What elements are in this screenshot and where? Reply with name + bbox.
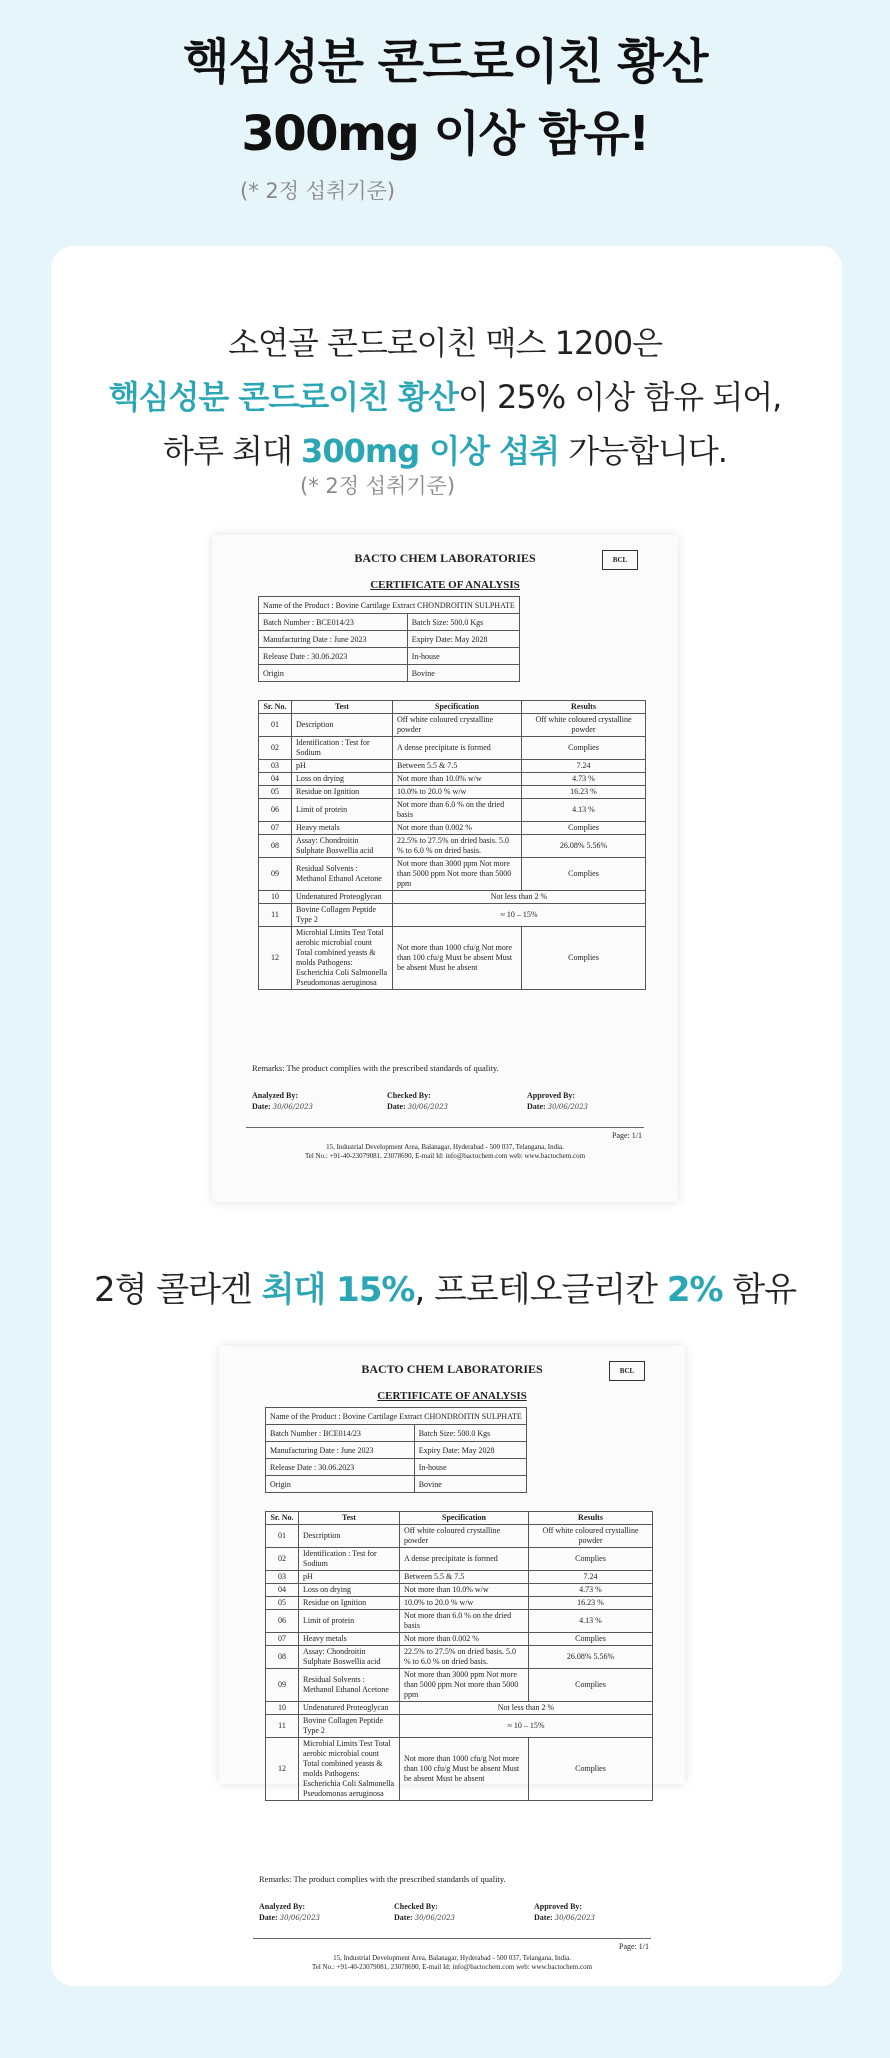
cert-info-cell: Batch Size: 500.0 Kgs bbox=[407, 614, 519, 631]
cert-test-no: 01 bbox=[266, 1525, 299, 1548]
cert-test-spec: Between 5.5 & 7.5 bbox=[400, 1571, 529, 1584]
cert-divider bbox=[246, 1127, 644, 1128]
cert-info-table bbox=[258, 596, 520, 682]
lead-line-1: 소연골 콘드로이친 맥스 1200은 bbox=[228, 324, 662, 362]
cert-test-row bbox=[259, 904, 646, 927]
cert-test-name: Residual Solvents : Methanol Ethanol Acetone bbox=[292, 858, 393, 891]
cert-test-no: 04 bbox=[259, 773, 292, 786]
cert-date-row bbox=[534, 1912, 595, 1924]
cert-date-label: Date: bbox=[534, 1913, 553, 1922]
cert-test-table bbox=[258, 700, 646, 990]
cert-test-no: 08 bbox=[266, 1646, 299, 1669]
cert-test-result: Complies bbox=[529, 1738, 653, 1801]
lead-line-2 bbox=[0, 372, 890, 418]
sub-highlight-2: 2% bbox=[666, 1270, 723, 1310]
cert-approved-label: Approved By: bbox=[534, 1902, 583, 1911]
cert-analyzed-label: Analyzed By: bbox=[259, 1902, 305, 1911]
cert-test-name: Heavy metals bbox=[292, 822, 393, 835]
cert-test-no: 12 bbox=[266, 1738, 299, 1801]
cert-test-result: Complies bbox=[529, 1669, 653, 1702]
cert-test-row bbox=[266, 1610, 653, 1633]
cert-test-no: 07 bbox=[259, 822, 292, 835]
cert-test-header bbox=[259, 701, 646, 714]
cert-test-row bbox=[266, 1646, 653, 1669]
cert-test-row bbox=[266, 1715, 653, 1738]
cert-test-row bbox=[266, 1738, 653, 1801]
cert-test-row bbox=[259, 786, 646, 799]
cert-test-result: Complies bbox=[522, 858, 646, 891]
cert-test-row bbox=[259, 737, 646, 760]
cert-info-cell: Bovine bbox=[407, 665, 519, 682]
cert-test-result: Off white coloured crystalline powder bbox=[522, 714, 646, 737]
lead-line-3 bbox=[0, 426, 890, 472]
cert-test-header-cell: Sr. No. bbox=[266, 1512, 299, 1525]
cert-signature-date: 30/06/2023 bbox=[279, 1914, 321, 1922]
cert-logo-icon: BCL bbox=[602, 550, 638, 570]
cert-test-name: pH bbox=[299, 1571, 400, 1584]
cert-info-cell: Release Date : 30.06.2023 bbox=[266, 1459, 415, 1476]
cert-address-line: Tel No.: +91-40-23079081, 23078690, E-mail Id: info@bactochem.com web: www.bactochem.com bbox=[311, 1963, 593, 1971]
cert-test-name: Loss on drying bbox=[299, 1584, 400, 1597]
cert-test-result: 16.23 % bbox=[522, 786, 646, 799]
cert-test-result: Off white coloured crystalline powder bbox=[529, 1525, 653, 1548]
cert-test-no: 04 bbox=[266, 1584, 299, 1597]
cert-test-result: 7.24 bbox=[522, 760, 646, 773]
cert-signature-block bbox=[387, 1090, 448, 1113]
cert-test-no: 05 bbox=[259, 786, 292, 799]
cert-test-result: Complies bbox=[529, 1633, 653, 1646]
sub-text-3: 함유 bbox=[722, 1270, 797, 1310]
cert-test-spec: Off white coloured crystalline powder bbox=[400, 1525, 529, 1548]
cert-test-header-cell: Sr. No. bbox=[259, 701, 292, 714]
cert-test-spec: A dense precipitate is formed bbox=[393, 737, 522, 760]
lead-line-3-post: 가능합니다. bbox=[559, 432, 727, 470]
cert-test-row bbox=[266, 1571, 653, 1584]
cert-info-cell: Batch Number : BCE014/23 bbox=[259, 614, 408, 631]
cert-test-no: 07 bbox=[266, 1633, 299, 1646]
cert-test-table bbox=[265, 1511, 653, 1801]
lead-line-3-pre: 하루 최대 bbox=[163, 432, 302, 470]
cert-test-row bbox=[259, 835, 646, 858]
cert-test-spec: Not more than 6.0 % on the dried basis bbox=[400, 1610, 529, 1633]
cert-test-header-cell: Results bbox=[522, 701, 646, 714]
cert-divider bbox=[253, 1938, 651, 1939]
cert-info-cell: Expiry Date: May 2028 bbox=[414, 1442, 526, 1459]
certificate-image-2 bbox=[219, 1346, 685, 1971]
cert-test-result: Complies bbox=[522, 822, 646, 835]
cert-date-row bbox=[387, 1101, 448, 1113]
cert-test-result: 4.13 % bbox=[522, 799, 646, 822]
cert-lab-name: BACTO CHEM LABORATORIES bbox=[361, 1362, 543, 1376]
cert-signature-date: 30/06/2023 bbox=[547, 1103, 589, 1111]
cert-info-row bbox=[259, 614, 520, 631]
cert-approved-label: Approved By: bbox=[527, 1091, 576, 1100]
headline bbox=[0, 26, 890, 170]
cert-address-line: Tel No.: +91-40-23079081, 23078690, E-mail Id: info@bactochem.com web: www.bactochem.com bbox=[304, 1152, 586, 1160]
cert-test-row bbox=[259, 773, 646, 786]
cert-signature-date: 30/06/2023 bbox=[407, 1103, 449, 1111]
certificate-image-1 bbox=[212, 535, 678, 1202]
cert-title: CERTIFICATE OF ANALYSIS bbox=[377, 1390, 527, 1402]
cert-info-cell: Origin bbox=[266, 1476, 415, 1493]
cert-test-name: Identification : Test for Sodium bbox=[299, 1548, 400, 1571]
cert-test-header-cell: Results bbox=[529, 1512, 653, 1525]
headline-note: (* 2정 섭취기준) bbox=[240, 179, 396, 203]
cert-test-no: 03 bbox=[266, 1571, 299, 1584]
cert-test-row bbox=[266, 1548, 653, 1571]
cert-test-no: 03 bbox=[259, 760, 292, 773]
cert-test-spec: Not more than 3000 ppm Not more than 5000 ppm Not more than 5000 ppm bbox=[400, 1669, 529, 1702]
cert-test-row bbox=[259, 858, 646, 891]
headline-line-2: 300mg 이상 함유! bbox=[241, 106, 649, 162]
cert-test-result: Complies bbox=[529, 1548, 653, 1571]
cert-test-no: 02 bbox=[259, 737, 292, 760]
cert-remarks: Remarks: The product complies with the prescribed standards of quality. bbox=[259, 1874, 506, 1884]
cert-date-label: Date: bbox=[394, 1913, 413, 1922]
cert-test-spec: Not more than 1000 cfu/g Not more than 100 cfu/g Must be absent Must be absent Must be absent bbox=[400, 1738, 529, 1801]
cert-info-cell: Release Date : 30.06.2023 bbox=[259, 648, 408, 665]
cert-test-name: Residue on Ignition bbox=[299, 1597, 400, 1610]
cert-address bbox=[219, 1954, 685, 1972]
sub-text-2: , 프로테오글리칸 bbox=[414, 1270, 667, 1310]
cert-info-row bbox=[259, 597, 520, 614]
cert-test-row bbox=[266, 1525, 653, 1548]
cert-date-row bbox=[252, 1101, 313, 1113]
cert-date-row bbox=[259, 1912, 320, 1924]
cert-test-spec: Not more than 6.0 % on the dried basis bbox=[393, 799, 522, 822]
cert-info-cell: Origin bbox=[259, 665, 408, 682]
cert-logo-icon: BCL bbox=[609, 1361, 645, 1381]
cert-test-name: pH bbox=[292, 760, 393, 773]
cert-test-result: 4.13 % bbox=[529, 1610, 653, 1633]
cert-test-header bbox=[266, 1512, 653, 1525]
cert-test-row bbox=[266, 1597, 653, 1610]
cert-test-result: Complies bbox=[522, 737, 646, 760]
cert-signature-block bbox=[527, 1090, 588, 1113]
cert-test-spec: Not more than 10.0% w/w bbox=[400, 1584, 529, 1597]
cert-test-no: 10 bbox=[266, 1702, 299, 1715]
cert-test-no: 06 bbox=[259, 799, 292, 822]
cert-info-row bbox=[259, 648, 520, 665]
cert-signature-block bbox=[534, 1901, 595, 1924]
cert-test-name: Microbial Limits Test Total aerobic microbial count Total combined yeasts & molds Pathogens: Escherichia Coli Salmonella Pseudomonas aeruginosa bbox=[292, 927, 393, 990]
cert-signature-date: 30/06/2023 bbox=[554, 1914, 596, 1922]
cert-info-cell: In-house bbox=[407, 648, 519, 665]
cert-test-name: Residual Solvents : Methanol Ethanol Acetone bbox=[299, 1669, 400, 1702]
cert-info-cell: Batch Size: 500.0 Kgs bbox=[414, 1425, 526, 1442]
cert-info-cell: Manufacturing Date : June 2023 bbox=[266, 1442, 415, 1459]
cert-test-spec: ≈ 10 – 15% bbox=[400, 1715, 653, 1738]
cert-test-name: Heavy metals bbox=[299, 1633, 400, 1646]
cert-address-line: 15, Industrial Development Area, Balanagar, Hyderabad - 500 037, Telangana, India. bbox=[333, 1954, 571, 1962]
cert-test-row bbox=[259, 891, 646, 904]
cert-test-row bbox=[266, 1633, 653, 1646]
cert-signature-block bbox=[259, 1901, 320, 1924]
cert-test-spec: 10.0% to 20.0 % w/w bbox=[400, 1597, 529, 1610]
cert-test-no: 09 bbox=[266, 1669, 299, 1702]
cert-test-name: Description bbox=[299, 1525, 400, 1548]
cert-test-row bbox=[259, 799, 646, 822]
cert-test-name: Assay: Chondroitin Sulphate Boswellia acid bbox=[292, 835, 393, 858]
headline-line-1: 핵심성분 콘드로이친 황산 bbox=[183, 34, 707, 90]
cert-test-result: 7.24 bbox=[529, 1571, 653, 1584]
cert-test-result: 4.73 % bbox=[529, 1584, 653, 1597]
cert-test-row bbox=[266, 1702, 653, 1715]
cert-test-result: 26.08% 5.56% bbox=[529, 1646, 653, 1669]
cert-info-row bbox=[266, 1459, 527, 1476]
cert-test-row bbox=[266, 1669, 653, 1702]
cert-test-no: 12 bbox=[259, 927, 292, 990]
cert-signature-block bbox=[394, 1901, 455, 1924]
cert-test-spec: ≈ 10 – 15% bbox=[393, 904, 646, 927]
cert-test-spec: Off white coloured crystalline powder bbox=[393, 714, 522, 737]
cert-test-no: 11 bbox=[259, 904, 292, 927]
cert-test-spec: Not more than 0.002 % bbox=[400, 1633, 529, 1646]
cert-test-spec: Not more than 3000 ppm Not more than 5000 ppm Not more than 5000 ppm bbox=[393, 858, 522, 891]
cert-test-name: Bovine Collagen Peptide Type 2 bbox=[299, 1715, 400, 1738]
lead-highlight-2: 300mg 이상 섭취 bbox=[301, 432, 560, 470]
cert-signature-block bbox=[252, 1090, 313, 1113]
cert-info-row bbox=[266, 1425, 527, 1442]
sub-heading bbox=[0, 1262, 890, 1311]
cert-test-spec: 22.5% to 27.5% on dried basis. 5.0 % to 6.0 % on dried basis. bbox=[393, 835, 522, 858]
cert-test-no: 08 bbox=[259, 835, 292, 858]
cert-test-header-cell: Specification bbox=[400, 1512, 529, 1525]
cert-test-spec: Not more than 10.0% w/w bbox=[393, 773, 522, 786]
cert-remarks: Remarks: The product complies with the prescribed standards of quality. bbox=[252, 1063, 499, 1073]
cert-info-cell: Expiry Date: May 2028 bbox=[407, 631, 519, 648]
cert-test-name: Residue on Ignition bbox=[292, 786, 393, 799]
cert-info-row bbox=[259, 665, 520, 682]
cert-title: CERTIFICATE OF ANALYSIS bbox=[370, 579, 520, 591]
cert-test-header-cell: Test bbox=[299, 1512, 400, 1525]
cert-test-spec: 22.5% to 27.5% on dried basis. 5.0 % to 6.0 % on dried basis. bbox=[400, 1646, 529, 1669]
cert-test-row bbox=[259, 760, 646, 773]
cert-test-no: 11 bbox=[266, 1715, 299, 1738]
cert-info-cell: In-house bbox=[414, 1459, 526, 1476]
cert-info-row bbox=[259, 631, 520, 648]
cert-test-row bbox=[266, 1584, 653, 1597]
cert-test-name: Limit of protein bbox=[299, 1610, 400, 1633]
cert-info-cell: Bovine bbox=[414, 1476, 526, 1493]
cert-date-label: Date: bbox=[527, 1102, 546, 1111]
cert-test-name: Undenatured Proteoglycan bbox=[292, 891, 393, 904]
cert-date-label: Date: bbox=[259, 1913, 278, 1922]
cert-test-spec: A dense precipitate is formed bbox=[400, 1548, 529, 1571]
cert-date-row bbox=[527, 1101, 588, 1113]
cert-signature-date: 30/06/2023 bbox=[414, 1914, 456, 1922]
lead-highlight-1: 핵심성분 콘드로이친 황산 bbox=[108, 378, 458, 416]
cert-test-no: 05 bbox=[266, 1597, 299, 1610]
cert-info-row bbox=[266, 1476, 527, 1493]
cert-info-table bbox=[265, 1407, 527, 1493]
cert-checked-label: Checked By: bbox=[387, 1091, 431, 1100]
cert-test-no: 01 bbox=[259, 714, 292, 737]
cert-test-spec: 10.0% to 20.0 % w/w bbox=[393, 786, 522, 799]
cert-checked-label: Checked By: bbox=[394, 1902, 438, 1911]
cert-page-number: Page: 1/1 bbox=[612, 1131, 642, 1140]
cert-signature-date: 30/06/2023 bbox=[272, 1103, 314, 1111]
cert-date-label: Date: bbox=[387, 1102, 406, 1111]
cert-test-name: Description bbox=[292, 714, 393, 737]
cert-info-cell: Name of the Product : Bovine Cartilage Extract CHONDROITIN SULPHATE bbox=[259, 597, 520, 614]
cert-test-header-cell: Test bbox=[292, 701, 393, 714]
cert-test-no: 10 bbox=[259, 891, 292, 904]
cert-lab-name: BACTO CHEM LABORATORIES bbox=[354, 551, 536, 565]
cert-test-name: Microbial Limits Test Total aerobic microbial count Total combined yeasts & molds Pathogens: Escherichia Coli Salmonella Pseudomonas aeruginosa bbox=[299, 1738, 400, 1801]
cert-test-name: Bovine Collagen Peptide Type 2 bbox=[292, 904, 393, 927]
cert-address bbox=[212, 1143, 678, 1161]
cert-test-result: Complies bbox=[522, 927, 646, 990]
cert-page-number: Page: 1/1 bbox=[619, 1942, 649, 1951]
sub-text-1: 2형 콜라겐 bbox=[93, 1270, 262, 1310]
lead-note: (* 2정 섭취기준) bbox=[300, 474, 456, 498]
cert-test-spec: Between 5.5 & 7.5 bbox=[393, 760, 522, 773]
cert-info-row bbox=[266, 1408, 527, 1425]
cert-test-name: Limit of protein bbox=[292, 799, 393, 822]
cert-test-name: Loss on drying bbox=[292, 773, 393, 786]
cert-date-label: Date: bbox=[252, 1102, 271, 1111]
cert-test-name: Identification : Test for Sodium bbox=[292, 737, 393, 760]
cert-analyzed-label: Analyzed By: bbox=[252, 1091, 298, 1100]
cert-test-no: 09 bbox=[259, 858, 292, 891]
cert-test-spec: Not less than 2 % bbox=[393, 891, 646, 904]
cert-info-cell: Batch Number : BCE014/23 bbox=[266, 1425, 415, 1442]
cert-test-header-cell: Specification bbox=[393, 701, 522, 714]
cert-info-row bbox=[266, 1442, 527, 1459]
cert-test-result: 26.08% 5.56% bbox=[522, 835, 646, 858]
cert-info-cell: Manufacturing Date : June 2023 bbox=[259, 631, 408, 648]
cert-test-row bbox=[259, 822, 646, 835]
cert-info-cell: Name of the Product : Bovine Cartilage Extract CHONDROITIN SULPHATE bbox=[266, 1408, 527, 1425]
lead-line-2-rest: 이 25% 이상 함유 되어, bbox=[457, 378, 782, 416]
cert-test-row bbox=[259, 714, 646, 737]
cert-date-row bbox=[394, 1912, 455, 1924]
cert-test-name: Undenatured Proteoglycan bbox=[299, 1702, 400, 1715]
sub-highlight-1: 최대 15% bbox=[261, 1270, 415, 1310]
cert-test-no: 06 bbox=[266, 1610, 299, 1633]
cert-test-row bbox=[259, 927, 646, 990]
cert-test-spec: Not more than 0.002 % bbox=[393, 822, 522, 835]
cert-address-line: 15, Industrial Development Area, Balanagar, Hyderabad - 500 037, Telangana, India. bbox=[326, 1143, 564, 1151]
cert-test-result: 16.23 % bbox=[529, 1597, 653, 1610]
cert-test-result: 4.73 % bbox=[522, 773, 646, 786]
cert-test-no: 02 bbox=[266, 1548, 299, 1571]
cert-test-spec: Not more than 1000 cfu/g Not more than 100 cfu/g Must be absent Must be absent Must be absent bbox=[393, 927, 522, 990]
cert-test-name: Assay: Chondroitin Sulphate Boswellia acid bbox=[299, 1646, 400, 1669]
cert-test-spec: Not less than 2 % bbox=[400, 1702, 653, 1715]
